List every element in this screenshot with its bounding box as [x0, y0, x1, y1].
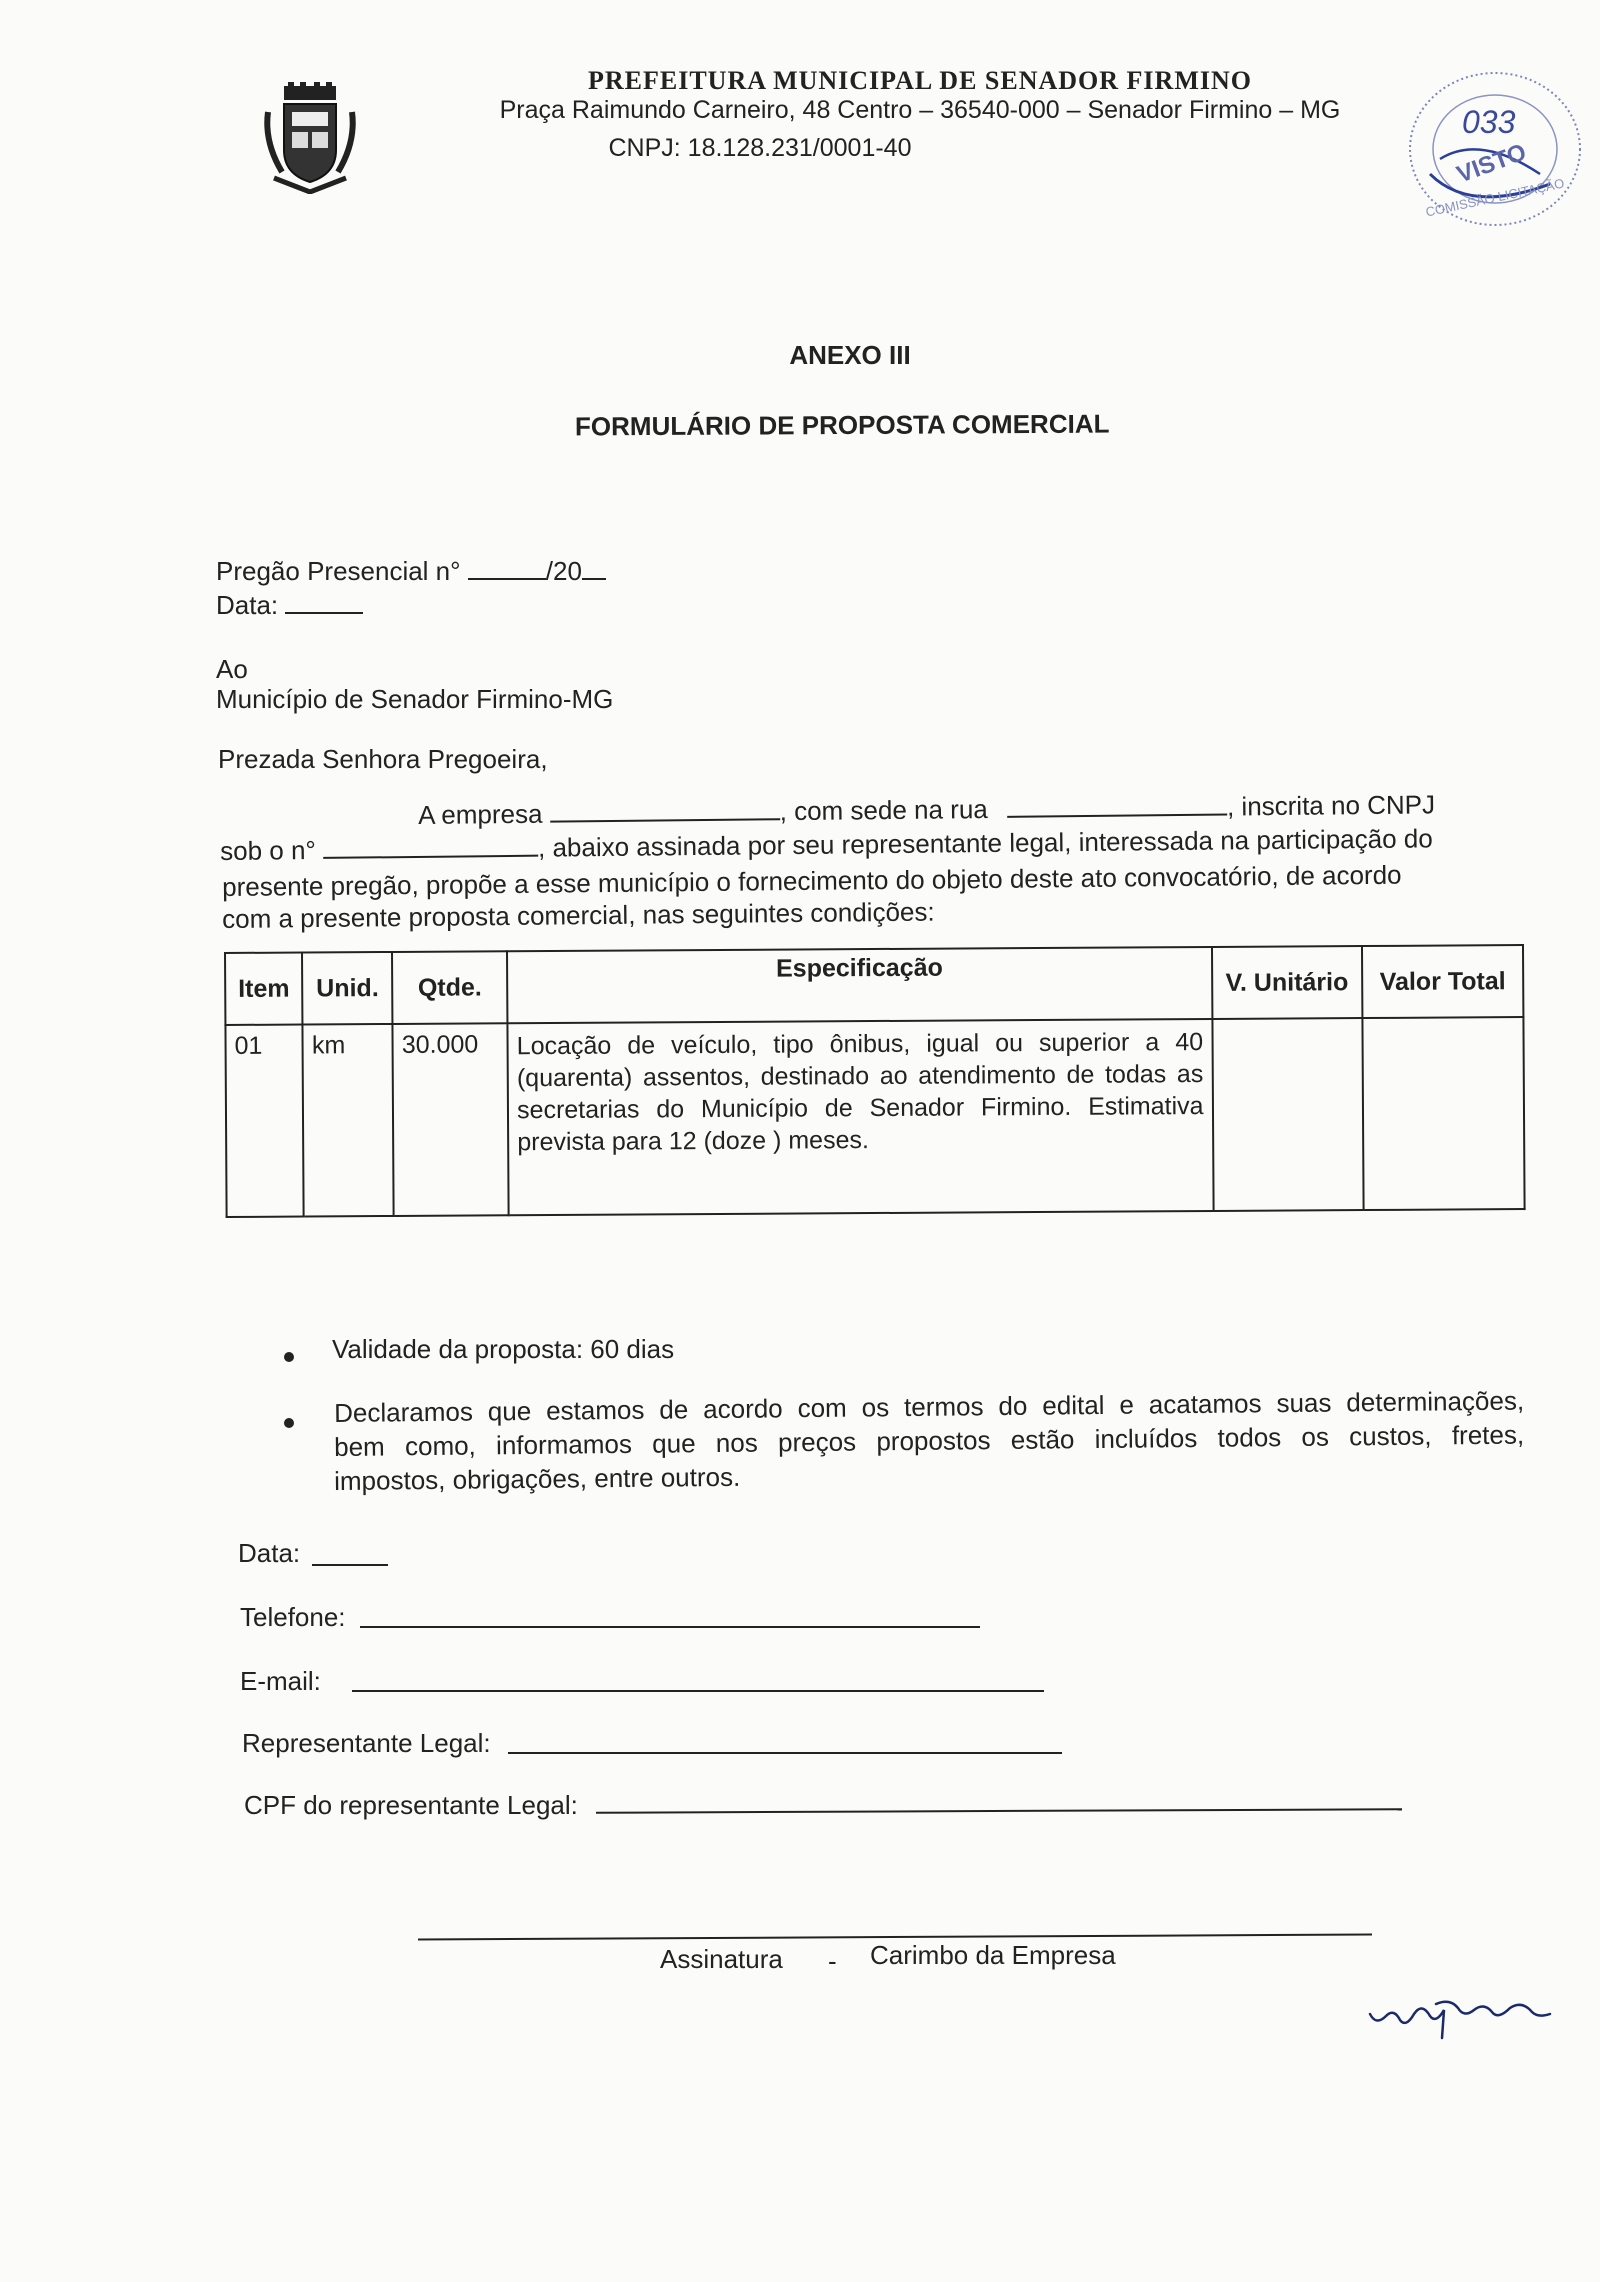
signature-separator: -	[828, 1946, 837, 1976]
signature-assinatura: Assinatura	[660, 1944, 783, 1974]
field-email-line	[352, 1690, 1044, 1692]
address-label: , com sede na rua	[779, 794, 988, 827]
cell-item: 01	[225, 1025, 303, 1217]
field-representante-label: Representante Legal:	[242, 1728, 491, 1758]
bullet-dot-2	[284, 1418, 294, 1428]
field-telefone-label: Telefone:	[240, 1602, 346, 1632]
header-valor-total: Valor Total	[1362, 945, 1523, 1018]
annex-title: ANEXO III	[789, 340, 911, 370]
field-data-line	[312, 1564, 388, 1566]
bullet-validity: Validade da proposta: 60 dias	[332, 1334, 675, 1364]
field-representante-line	[508, 1752, 1062, 1754]
pregao-year: /20	[545, 556, 582, 586]
proposal-table	[224, 944, 1526, 1218]
table-row	[225, 1017, 1524, 1217]
cell-valor-total	[1362, 1017, 1524, 1210]
stamp-ring-text: COMISSÃO LICITAÇÃO	[1424, 175, 1566, 220]
stamp-number: 033	[1462, 104, 1516, 140]
header-unid: Unid.	[302, 952, 392, 1025]
stamp-visto: VISTO	[1453, 138, 1530, 189]
intro-date-blank	[285, 612, 363, 614]
pregao-number-blank	[468, 578, 546, 580]
header-v-unitario: V. Unitário	[1212, 946, 1363, 1019]
cell-v-unitario	[1212, 1018, 1364, 1211]
paragraph-line-2-text: , abaixo assinada por seu representante legal, interessada na participação do	[537, 823, 1433, 863]
cell-qtde: 30.000	[393, 1023, 509, 1216]
municipality-title: PREFEITURA MUNICIPAL DE SENADOR FIRMINO	[587, 66, 1252, 95]
cell-especificacao: Locação de veículo, tipo ônibus, igual ou superior a 40 (quarenta) assentos, destinado ao atendimento de todas as secretarias do Município de Senador Firmino. Estimativa prevista para 12 (doze ) meses.	[508, 1019, 1214, 1215]
recipient-name: Município de Senador Firmino-MG	[216, 684, 614, 714]
commission-stamp	[1400, 64, 1590, 234]
municipality-address: Praça Raimundo Carneiro, 48 Centro – 36540-000 – Senador Firmino – MG	[499, 96, 1341, 124]
recipient-to: Ao	[216, 654, 248, 684]
municipality-cnpj: CNPJ: 18.128.231/0001-40	[608, 134, 912, 162]
company-blank	[550, 818, 780, 822]
header-qtde: Qtde.	[392, 951, 507, 1024]
table-header-row	[225, 945, 1523, 1025]
signature-carimbo: Carimbo da Empresa	[870, 1940, 1116, 1970]
pregao-label: Pregão Presencial n°	[216, 556, 461, 586]
field-cpf-label: CPF do representante Legal:	[244, 1790, 578, 1820]
field-cpf-line	[596, 1808, 1402, 1814]
bullet-declaration-line-3: impostos, obrigações, entre outros.	[334, 1461, 741, 1496]
field-email-label: E-mail:	[240, 1666, 321, 1696]
pregao-year-blank	[582, 578, 606, 580]
header-especificacao: Especificação	[507, 947, 1212, 1023]
cnpj-label: , inscrita no CNPJ	[1226, 789, 1436, 822]
company-label: A empresa	[418, 798, 543, 830]
bullet-dot-1	[284, 1352, 294, 1362]
greeting: Prezada Senhora Pregoeira,	[218, 744, 548, 774]
bullet-declaration-line-1: Declaramos que estamos de acordo com os termos do edital e acatamos suas determinações,	[334, 1385, 1525, 1428]
street-blank	[1007, 814, 1227, 818]
pregao-line	[216, 556, 606, 587]
header-item: Item	[225, 953, 303, 1025]
cnpj-number-label: sob o n°	[220, 834, 316, 866]
cnpj-number-blank	[323, 855, 538, 859]
intro-date-line	[216, 590, 363, 621]
paragraph-line-4: com a presente proposta comercial, nas seguintes condições:	[222, 896, 935, 934]
bullet-declaration-line-2: bem como, informamos que nos preços propostos estão incluídos todos os custos, fretes,	[334, 1419, 1525, 1462]
field-telefone-line	[360, 1626, 980, 1628]
intro-date-label: Data:	[216, 590, 279, 620]
paragraph-line-3: presente pregão, propõe a esse município o fornecimento do objeto deste ato convocatório, de acordo	[222, 859, 1402, 902]
cell-unid: km	[303, 1024, 394, 1217]
handwritten-signature	[1366, 1980, 1556, 2055]
field-data-label: Data:	[238, 1538, 301, 1568]
annex-subtitle: FORMULÁRIO DE PROPOSTA COMERCIAL	[574, 408, 1110, 442]
